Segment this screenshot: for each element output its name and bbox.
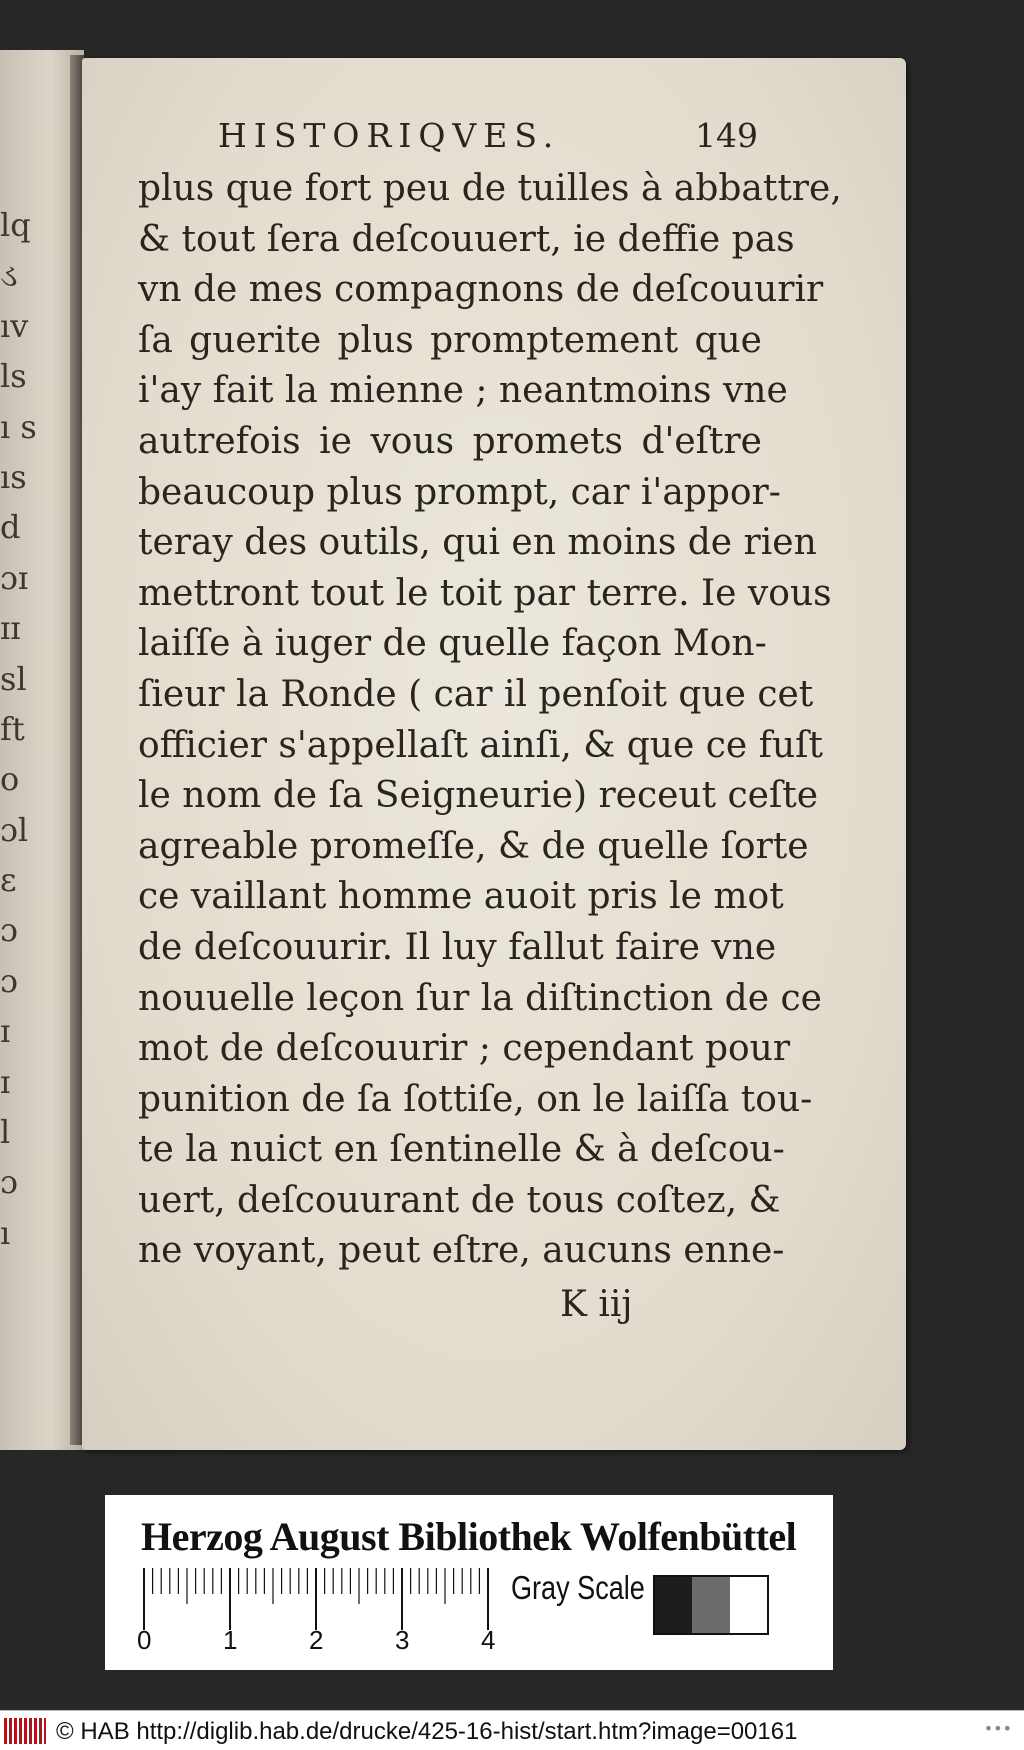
running-head (218, 116, 758, 155)
text-line: & tout ſera deſcouuert, ie deffie pas (138, 218, 795, 260)
gray-swatch (730, 1577, 767, 1633)
facing-page-fragment: ɔɪ (0, 558, 29, 597)
facing-page-fragment: sl (0, 659, 27, 698)
signature-mark: K iij (560, 1284, 633, 1325)
gray-swatch (655, 1577, 692, 1633)
page-number: 149 (695, 116, 758, 155)
text-line: plus que fort peu de tuilles à abbattre, (138, 168, 842, 209)
text-line: officier s'appellaſt ainſi, & que ce fuſt (138, 724, 823, 766)
text-line: beaucoup plus prompt, car i'appor- (138, 471, 781, 513)
color-scale-card (105, 1495, 833, 1670)
facing-page-fragment: ɪɪ (0, 609, 21, 648)
ruler-label: 2 (309, 1625, 324, 1655)
text-line: mettront tout le toit par terre. Ie vous (138, 572, 832, 614)
text-line: le nom de ſa Seigneurie) receut ceſte (138, 775, 819, 817)
text-line: teray des outils, qui en moins de rien (138, 522, 817, 564)
text-line: ſieur la Ronde ( car il penſoit que cet (138, 673, 814, 715)
text-line: laiſſe à iuger de quelle façon Mon- (138, 623, 767, 665)
facing-page-fragment: ડ (0, 256, 18, 295)
text-line: mot de deſcouurir ; cependant pour (138, 1028, 791, 1070)
gray-scale-label: Gray Scale (511, 1569, 645, 1606)
text-line: ne voyant, peut eſtre, aucuns enne- (138, 1230, 785, 1272)
facing-page-fragment: ɔ (0, 961, 18, 1000)
ruler-label: 1 (223, 1625, 238, 1655)
facing-page-fragment: ıv (0, 306, 29, 345)
facing-page-fragment: lq (0, 206, 31, 244)
footer-copyright-url[interactable]: © HAB http://diglib.hab.de/drucke/425-16-hist/start.htm?image=00161 (56, 1718, 798, 1745)
facing-page-text-fragments (0, 200, 50, 1258)
ruler-label: 3 (395, 1625, 410, 1655)
text-line: ſa guerite plus promptement que (138, 319, 762, 361)
library-name: Herzog August Bibliothek Wolfenbüttel (141, 1514, 797, 1559)
facing-page-fragment: ɔ (0, 1163, 18, 1202)
ruler-label: 0 (137, 1625, 152, 1655)
text-line: autrefois ie vous promets d'eſtre (138, 420, 762, 462)
ruler-labels (137, 1625, 517, 1659)
ruler-label: 4 (481, 1625, 496, 1655)
facing-page-fragment: ls (0, 357, 27, 396)
ruler-scale (143, 1568, 488, 1630)
text-line: uert, deſcouurant de tous coſtez, & (138, 1179, 781, 1221)
text-line: te la nuict en ſentinelle & à deſcou- (138, 1129, 785, 1171)
text-line: nouuelle leçon ſur la diſtinction de ce (138, 977, 822, 1019)
more-menu-icon[interactable]: ••• (983, 1719, 1012, 1738)
facing-page-fragment: ɔ (0, 911, 18, 950)
facing-page-fragment: ft (0, 709, 25, 748)
facing-page-fragment: d (0, 508, 21, 547)
gray-scale-swatches (653, 1575, 769, 1635)
text-line: punition de ſa ſottiſe, on le laiſſa tou- (138, 1078, 813, 1120)
running-head-title: HISTORIQVES. (218, 116, 561, 155)
footer-bar (0, 1710, 1024, 1750)
facing-page-fragment: ı (0, 1213, 11, 1252)
facing-page-fragment: ıs (0, 457, 27, 496)
text-line: agreable promeſſe, & de quelle ſorte (138, 825, 809, 867)
facing-page-fragment: l (0, 1113, 11, 1152)
page-body-text (138, 164, 842, 1277)
facing-page-fragment: ı s (0, 407, 37, 446)
text-line: vn de mes compagnons de deſcouurir (138, 269, 824, 311)
text-line: i'ay fait la mienne ; neantmoins vne (138, 370, 788, 412)
hab-logo-icon (4, 1718, 46, 1744)
facing-page-fragment: ɔl (0, 810, 29, 849)
facing-page-fragment: ɛ (0, 861, 17, 900)
gray-swatch (692, 1577, 729, 1633)
facing-page-fragment: o (0, 760, 20, 799)
text-line: ce vaillant homme auoit pris le mot (138, 876, 784, 918)
text-line: de deſcouurir. Il luy fallut faire vne (138, 926, 777, 968)
facing-page-fragment: ɪ (0, 1062, 11, 1101)
facing-page-fragment: ɪ (0, 1012, 11, 1051)
